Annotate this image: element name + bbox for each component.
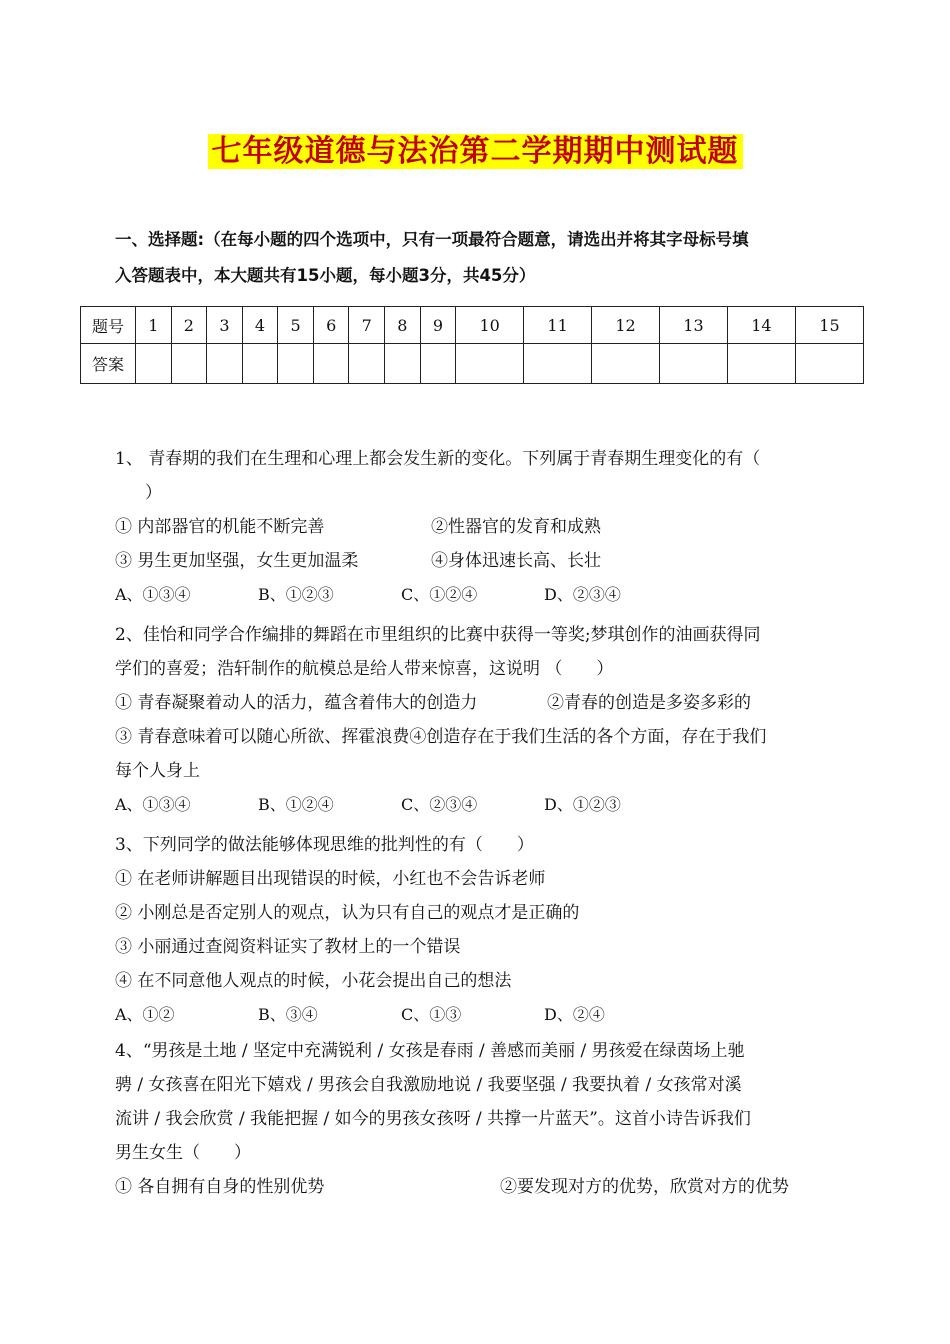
number-cell: 11 xyxy=(524,307,592,344)
answer-cell[interactable] xyxy=(592,344,660,384)
section-heading xyxy=(115,222,855,294)
question-2 xyxy=(115,618,845,822)
q2-options xyxy=(115,788,845,822)
answer-cell[interactable] xyxy=(207,344,243,384)
page-title xyxy=(0,126,950,170)
number-cell: 4 xyxy=(242,307,278,344)
answer-cell[interactable] xyxy=(278,344,314,384)
question-4 xyxy=(115,1034,845,1204)
row-label-number: 题号 xyxy=(81,307,136,344)
number-cell: 3 xyxy=(207,307,243,344)
q4-stem-line-4: 男生女生（ ） xyxy=(115,1143,251,1163)
q2-option-a[interactable]: A、①③④ xyxy=(115,795,191,814)
answer-cell[interactable] xyxy=(456,344,524,384)
q3-option-c[interactable]: C、①③ xyxy=(401,1005,462,1024)
table-row-numbers xyxy=(81,307,864,344)
q2-statements-row-1 xyxy=(115,686,845,720)
question-1 xyxy=(115,442,845,612)
q1-stem-line-1: 1、 青春期的我们在生理和心理上都会发生新的变化。下列属于青春期生理变化的有（ xyxy=(115,449,761,469)
q4-stem-line-3: 流讲 / 我会欣赏 / 我能把握 / 如今的男孩女孩呀 / 共撑一片蓝天”。这首小诗告诉我们 xyxy=(115,1109,751,1129)
answer-cell[interactable] xyxy=(349,344,385,384)
q3-statement-2: ② 小刚总是否定别人的观点，认为只有自己的观点才是正确的 xyxy=(115,903,580,923)
q4-statement-2: ②要发现对方的优势，欣赏对方的优势 xyxy=(500,1177,789,1197)
q3-option-d[interactable]: D、②④ xyxy=(544,1005,605,1024)
q4-stem-line-2: 骋 / 女孩喜在阳光下嬉戏 / 男孩会自我激励地说 / 我要坚强 / 我要执着 / 女孩常对溪 xyxy=(115,1075,742,1095)
number-cell: 5 xyxy=(278,307,314,344)
number-cell: 2 xyxy=(171,307,207,344)
q1-statements-row-1 xyxy=(115,510,845,544)
q3-options xyxy=(115,998,845,1032)
table-row-answers xyxy=(81,344,864,384)
number-cell: 9 xyxy=(420,307,456,344)
section-line-1: 一、选择题:（在每小题的四个选项中，只有一项最符合题意，请选出并将其字母标号填 xyxy=(115,230,749,249)
q3-statement-1: ① 在老师讲解题目出现错误的时候，小红也不会告诉老师 xyxy=(115,869,546,889)
answer-cell[interactable] xyxy=(171,344,207,384)
q2-statement-1: ① 青春凝聚着动人的活力，蕴含着伟大的创造力 xyxy=(115,693,478,713)
q1-statement-3: ③ 男生更加坚强，女生更加温柔 xyxy=(115,551,359,571)
answer-cell[interactable] xyxy=(242,344,278,384)
number-cell: 8 xyxy=(385,307,421,344)
answer-cell[interactable] xyxy=(660,344,728,384)
q1-stem-line-2: ） xyxy=(145,483,162,503)
row-label-answer: 答案 xyxy=(81,344,136,384)
q1-statement-1: ① 内部器官的机能不断完善 xyxy=(115,517,325,537)
q2-option-d[interactable]: D、①②③ xyxy=(544,795,621,814)
q2-stem-line-2: 学们的喜爱；浩轩制作的航模总是给人带来惊喜，这说明 （ ） xyxy=(115,659,614,679)
q1-option-d[interactable]: D、②③④ xyxy=(544,585,621,604)
answer-cell[interactable] xyxy=(795,344,863,384)
number-cell: 14 xyxy=(727,307,795,344)
q4-statements-row-1 xyxy=(115,1170,845,1204)
answer-table xyxy=(80,306,864,384)
q2-option-c[interactable]: C、②③④ xyxy=(401,795,478,814)
q3-option-a[interactable]: A、①② xyxy=(115,1005,175,1024)
question-3 xyxy=(115,828,845,1032)
q2-stem-line-1: 2、佳怡和同学合作编排的舞蹈在市里组织的比赛中获得一等奖;梦琪创作的油画获得同 xyxy=(115,625,761,645)
answer-cell[interactable] xyxy=(524,344,592,384)
q1-option-a[interactable]: A、①③④ xyxy=(115,585,191,604)
q1-option-b[interactable]: B、①②③ xyxy=(258,585,334,604)
q1-options xyxy=(115,578,845,612)
answer-cell[interactable] xyxy=(385,344,421,384)
q1-option-c[interactable]: C、①②④ xyxy=(401,585,478,604)
q3-option-b[interactable]: B、③④ xyxy=(258,1005,318,1024)
q3-statement-3: ③ 小丽通过查阅资料证实了教材上的一个错误 xyxy=(115,937,461,957)
number-cell: 6 xyxy=(313,307,349,344)
number-cell: 7 xyxy=(349,307,385,344)
answer-cell[interactable] xyxy=(313,344,349,384)
number-cell: 13 xyxy=(660,307,728,344)
q4-statement-1: ① 各自拥有自身的性别优势 xyxy=(115,1177,325,1197)
answer-cell[interactable] xyxy=(727,344,795,384)
q1-statement-4: ④身体迅速长高、长壮 xyxy=(431,551,601,571)
q3-statement-4: ④ 在不同意他人观点的时候，小花会提出自己的想法 xyxy=(115,971,512,991)
q2-statement-3-cont: 每个人身上 xyxy=(115,761,200,781)
number-cell: 15 xyxy=(795,307,863,344)
title-text: 七年级道德与法治第二学期期中测试题 xyxy=(208,134,743,169)
number-cell: 1 xyxy=(136,307,172,344)
section-line-2: 入答题表中，本大题共有15小题，每小题3分，共45分） xyxy=(115,266,536,285)
answer-cell[interactable] xyxy=(136,344,172,384)
q2-option-b[interactable]: B、①②④ xyxy=(258,795,334,814)
q1-statement-2: ②性器官的发育和成熟 xyxy=(431,517,601,537)
q2-statement-2: ②青春的创造是多姿多彩的 xyxy=(547,693,751,713)
q4-stem-line-1: 4、“男孩是土地 / 坚定中充满锐利 / 女孩是春雨 / 善感而美丽 / 男孩爱在绿茵场上驰 xyxy=(115,1041,745,1061)
q2-statement-3: ③ 青春意味着可以随心所欲、挥霍浪费④创造存在于我们生活的各个方面，存在于我们 xyxy=(115,727,767,747)
q3-stem: 3、下列同学的做法能够体现思维的批判性的有（ ） xyxy=(115,835,534,855)
number-cell: 12 xyxy=(592,307,660,344)
answer-cell[interactable] xyxy=(420,344,456,384)
number-cell: 10 xyxy=(456,307,524,344)
q1-statements-row-2 xyxy=(115,544,845,578)
